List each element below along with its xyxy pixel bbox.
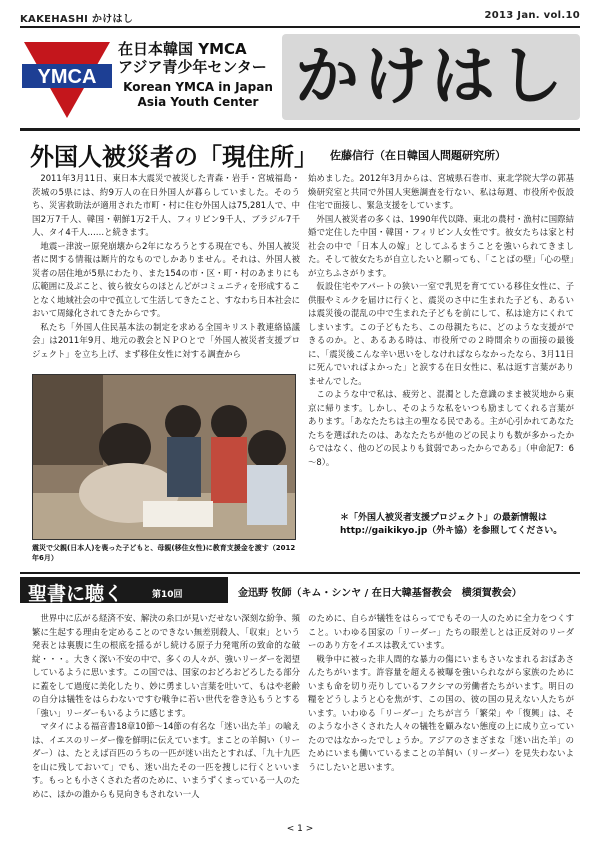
note-link[interactable]: http://gaikikyo.jp（外キ協）を参照してください。 xyxy=(340,526,563,536)
header-rule xyxy=(20,26,580,28)
paragraph: 私たち「外国人住民基本法の制定を求める全国キリスト教連絡協議会」は2011年9月、地元の教会とＮＰＯとで「外国人被災者支援プロジェクト」を立ち上げ、まず移住女性に対する調査から xyxy=(32,321,300,359)
paragraph: 始めました。2012年3月からは、宮城県石巻市、東北学院大学の郭基煥研究室と共同で外国人実態調査を行ない、私は毎週、市役所や仮設住宅で面接し、緊急支援をしています。 xyxy=(308,173,574,210)
paragraph: 地震ー津波ー原発崩壊から2年になろうとする現在でも、外国人被災者に関する情報は断片的なものでしかありません。それは、外国人被災者の居住地が5県にわたり、また154の市・区・町・村のあまりにも広範囲に及ぶこと、彼ら彼女らのほとんどがコミュニティを形成することなく地域社会の中で孤立して生活してきたこと、すなわち日本社会において周縁化されてきたからです。 xyxy=(32,240,300,318)
paragraph: 世界中に広がる経済不安、解決の糸口が見いだせない深刻な紛争、頻繁に生起する理由を定めることのできない無差別殺人、「収束」という発表とは裏腹に生の根底を揺るがし続ける原子力発電所の致命的な破綻・・・。大きく深い不安の中で、多くの人々が、強いリーダーを渇望しているように思います。この国では、国家のおどろおどろしたる部分に蓋をして過度に美化したり、妙に勇ましい言葉を吐いて、もはや老齢の自分は犠牲をはらわないですむ戦争に若い世代を巻き込もうとする「強い」リーダーもいるように感じます。 xyxy=(32,613,301,718)
ymca-logo xyxy=(22,40,112,120)
running-header-issue: 2013 Jan. vol.10 xyxy=(484,10,580,21)
page-number: < 1 > xyxy=(286,824,314,834)
paragraph: のために、自らが犠牲をはらってでもその一人のために全力をつくすこと。いわゆる国家の「リーダー」たちの眼差しとは正反対のリーダーのあり方をイエスは教えています。 xyxy=(308,613,574,650)
paragraph: 外国人被災者の多くは、1990年代以降、東北の農村・漁村に国際結婚で定住した中国・韓国・フィリピン人女性です。彼女たちは家と村社会の中で「日本人の嫁」としてふるまうことを強いられてきました。そして彼女たちが自立したいと願っても、「ことばの壁」「心の壁」が立ちふさがります。 xyxy=(308,213,574,278)
running-header-left: KAKEHASHI かけはし xyxy=(20,14,134,25)
note-line1: ＊「外国人被災者支援プロジェクト」の最新情報は xyxy=(340,513,547,523)
article1-author: 佐藤信行（在日韓国人問題研究所） xyxy=(330,149,506,162)
paragraph: マタイによる福音書18章10節～14節の有名な「迷い出た羊」の喩えは、イエスのリーダー像を鮮明に伝えています。まことの羊飼い（リーダー）は、たとえば百匹のうちの一匹が迷い出たとすれば、「九十九匹を山に残しておいて」でも、迷い出たその一匹を捜しに行くといいます。もっとも小さくされた者のために、いまうずくまっている一人のために、ほかの誰からも見向きもされない一人 xyxy=(32,721,300,799)
paragraph: このような中で私は、疲労と、混濁とした意識のまま被災地から東京に帰ります。しかし、そのような私をいつも励ましてくれる言葉があります。「あなたたちは主の聖なる民である。主が心引かれてあなたたちを選ばれたのは、あなたたちが他のどの民よりも数が多かったからではなく、他のどの民よりも貧弱であったからである」（申命記7：6～8）。 xyxy=(308,389,574,467)
org-name-japanese xyxy=(118,40,267,76)
section-rule xyxy=(20,572,580,574)
article2-author: 金迅野 牧師（キム・シンヤ / 在日大韓基督教会 横須賀教会） xyxy=(238,588,522,599)
org-name-line1: 在日本韓国 YMCA xyxy=(118,40,247,58)
paragraph: 2011年3月11日、東日本大震災で被災した青森・岩手・宮城福島・茨城の5県には、約9万人の在日外国人が暮らしていました。そのうち、災害救助法が適用された市町・村に住む外国人は75,281人で、中国2万7千人、韓国・朝鮮1万2千人、フィリピン9千人、ブラジル7千人、タイ4千人……と続きます。 xyxy=(32,173,300,237)
org-en-line1: Korean YMCA in Japan xyxy=(123,80,273,94)
org-name-line2: アジア青少年センター xyxy=(118,58,267,76)
article2-column1 xyxy=(32,612,300,801)
photo-illustration xyxy=(33,375,295,539)
article2-title: 聖書に聴く xyxy=(28,583,124,605)
org-name-english xyxy=(118,80,278,110)
photo-caption: 震災で父親(日本人)を喪った子どもと、母親(移住女性)に教育支援金を渡す（2012年6月） xyxy=(32,544,296,562)
article1-column2 xyxy=(308,172,574,469)
article1-note xyxy=(340,512,580,538)
masthead-rule xyxy=(20,128,580,131)
logo-text: YMCA xyxy=(37,66,97,88)
article2-column2 xyxy=(308,612,574,774)
org-en-line2: Asia Youth Center xyxy=(137,95,259,109)
article1-column1 xyxy=(32,172,300,361)
article1-photo xyxy=(32,374,296,540)
masthead-title: かけはし xyxy=(295,40,567,114)
paragraph: 戦争中に被った非人間的な暴力の傷にいまもさいなまれるおばあさんたちがいます。許容量を超える被曝を強いられながら家族のためにいまも命を切り売りしているフクシマの労働者たちがいます。明日の糧をどうしようと心を焦がす、この国の、彼の国の見えない人たちがいます。いわゆる「リーダー」たちが言う「繁栄」や「復興」は、そのような小さくされた人々の犠牲を顧みない態度の上に成り立っていたのではなかったでしょうか。アジアのさまざまな「迷い出た羊」のためにいまも働いているまことの羊飼い（リーダー）を見失わないようにしたいと思います。 xyxy=(308,653,574,772)
paragraph: 仮設住宅やアパートの狭い一室で乳児を育てている移住女性に、子供服やミルクを届けに行くと、震災のさ中に生まれた子ども、あるいは震災後の混乱の中で生まれた子どもを前にして、私は途方にくれてしまいます。この子どもたち、この母親たちに、どのような支援ができるのか。と、あるある時は、市役所での２時間余りの面接の最後に、「震災後こんな辛い思いをしなければならなかったなら、3月11日に死んでいればよかった」と涙する在日女性に、私は返す言葉がありませんでした。 xyxy=(308,281,574,386)
article1-title: 外国人被災者の「現住所」 xyxy=(30,143,318,171)
article2-series: 第10回 xyxy=(152,590,183,600)
